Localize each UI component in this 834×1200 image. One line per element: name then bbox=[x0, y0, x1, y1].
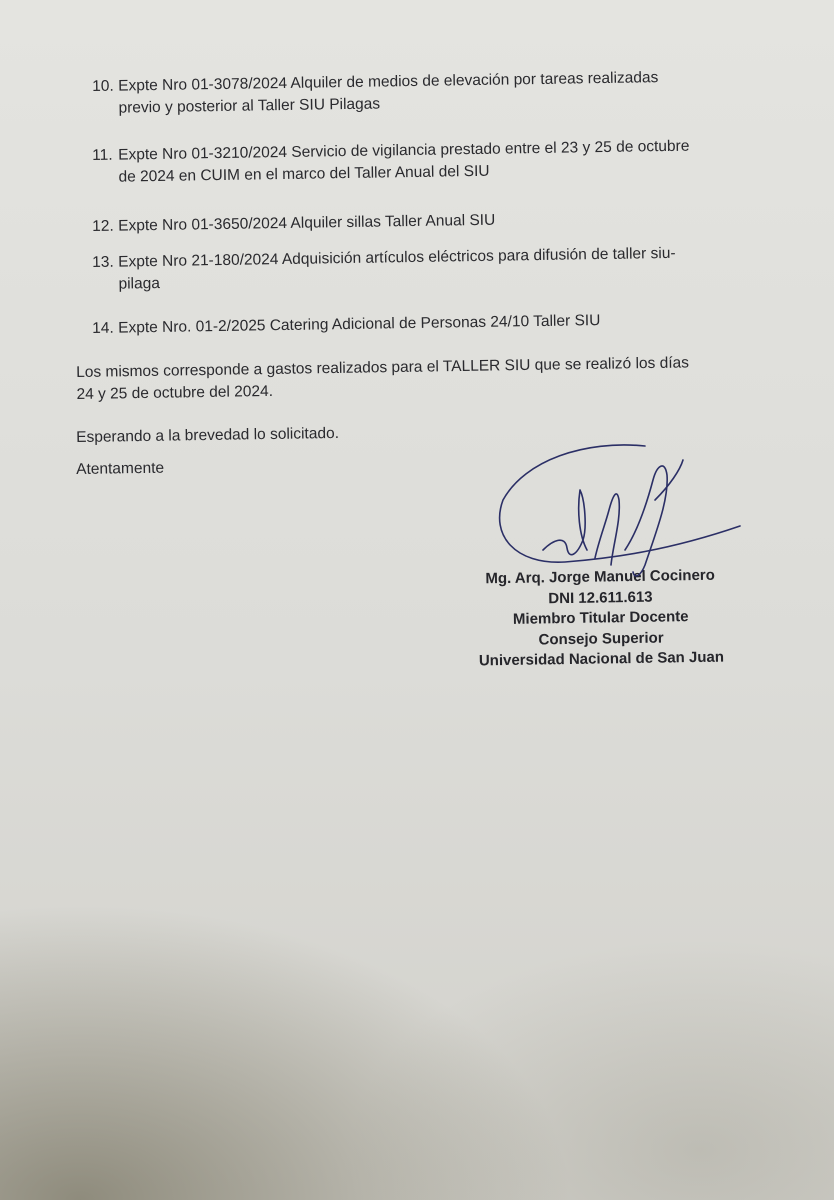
item-number: 13. bbox=[92, 253, 114, 271]
signatory-body: Consejo Superior bbox=[538, 628, 664, 648]
paragraph-line1: Los mismos corresponde a gastos realizados para el TALLER SIU que se realizó los días bbox=[76, 354, 690, 381]
item-text-line2: previo y posterior al Taller SIU Pilagas bbox=[118, 95, 381, 117]
body-paragraph bbox=[76, 351, 757, 406]
list-item bbox=[92, 206, 752, 238]
item-text-line2: pilaga bbox=[118, 274, 161, 293]
list-item bbox=[92, 66, 753, 120]
item-text-line2: de 2024 en CUIM en el marco del Taller Anual del SIU bbox=[118, 162, 490, 186]
item-text-line1: Expte Nro. 01-2/2025 Catering Adicional de Personas 24/10 Taller SIU bbox=[118, 312, 601, 337]
signatory-name: Mg. Arq. Jorge Manuel Cocinero bbox=[485, 566, 715, 588]
list-item bbox=[92, 242, 753, 296]
item-number: 10. bbox=[92, 77, 114, 95]
paragraph-line2: 24 y 25 de octubre del 2024. bbox=[76, 382, 274, 403]
item-number: 12. bbox=[92, 217, 114, 235]
list-item bbox=[92, 135, 753, 189]
item-text-line1: Expte Nro 01-3650/2024 Alquiler sillas Taller Anual SIU bbox=[118, 211, 496, 235]
signatory-role: Miembro Titular Docente bbox=[512, 608, 689, 628]
signatory-block bbox=[440, 565, 762, 673]
signatory-institution: Universidad Nacional de San Juan bbox=[478, 648, 725, 670]
signatory-dni: DNI 12.611.613 bbox=[548, 588, 653, 607]
salutation: Atentamente bbox=[76, 459, 165, 478]
item-number: 14. bbox=[92, 319, 114, 337]
item-number: 11. bbox=[92, 146, 113, 164]
item-text-line1: Expte Nro 01-3210/2024 Servicio de vigilancia prestado entre el 23 y 25 de octubre bbox=[118, 137, 690, 164]
item-text-line1: Expte Nro 01-3078/2024 Alquiler de medios de elevación por tareas realizadas bbox=[118, 69, 659, 95]
closing-line: Esperando a la brevedad lo solicitado. bbox=[76, 424, 340, 446]
item-text-line1: Expte Nro 21-180/2024 Adquisición artículos eléctricos para difusión de taller siu- bbox=[118, 244, 676, 271]
list-item bbox=[92, 308, 752, 340]
